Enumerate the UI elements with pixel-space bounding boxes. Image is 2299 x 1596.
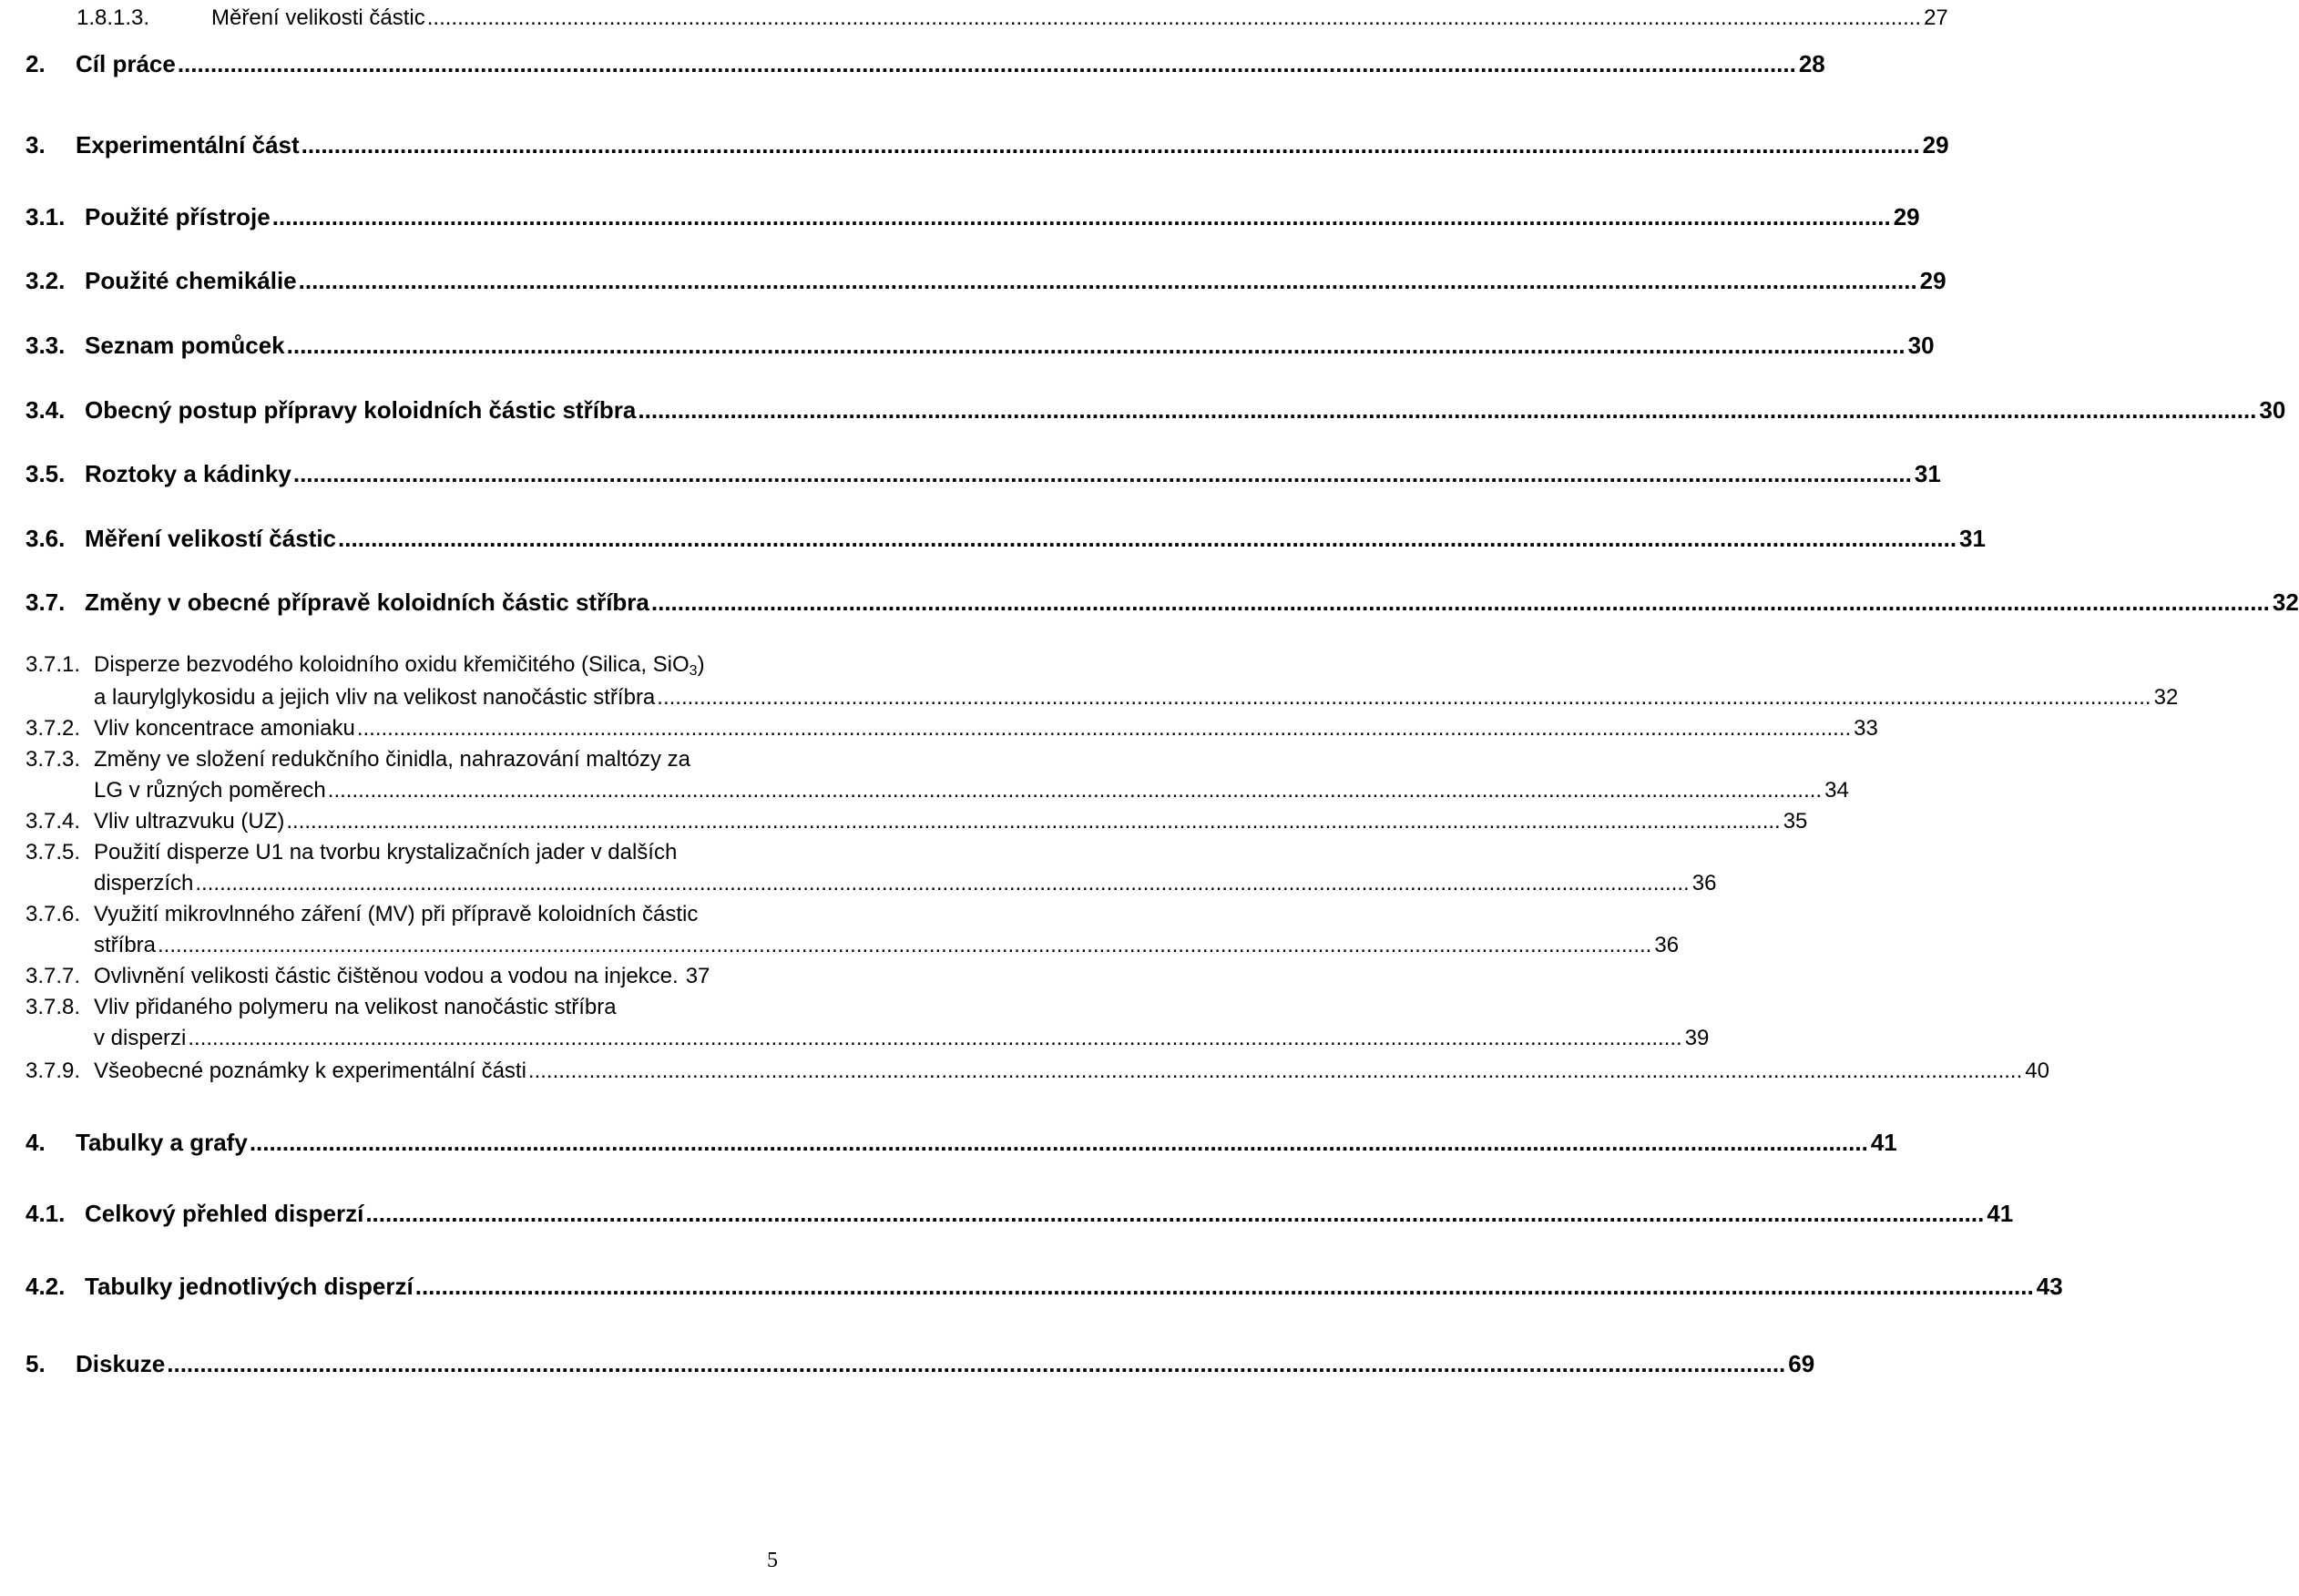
- page-number: 5: [767, 1549, 778, 1572]
- toc-page: 31: [1914, 460, 1941, 487]
- toc-page: 35: [1783, 809, 1808, 834]
- toc-entry[interactable]: [26, 711, 1878, 747]
- toc-title: Diskuze: [76, 1350, 166, 1377]
- toc-number: 3.7.3.: [26, 747, 81, 772]
- toc-entry-last-line: [94, 1020, 1710, 1057]
- toc-page: 28: [1798, 50, 1825, 77]
- toc-number: 3.4.: [26, 396, 66, 424]
- toc-entry[interactable]: [26, 262, 1946, 299]
- toc-leader: [427, 0, 1921, 36]
- toc-number: 3.7.4.: [26, 809, 81, 834]
- toc-number: 3.7.8.: [26, 995, 81, 1019]
- toc-title: Měření velikosti částic: [211, 5, 425, 30]
- toc-number: 3.7.2.: [26, 716, 81, 741]
- toc-leader: [301, 127, 1920, 163]
- toc-number: 3.7.: [26, 588, 66, 616]
- toc-number: 2.: [26, 50, 46, 77]
- toc-title: Měření velikostí částic: [85, 525, 337, 552]
- toc-title: Tabulky a grafy: [76, 1129, 248, 1156]
- toc-title: Změny v obecné přípravě koloidních částic stříbra: [85, 588, 649, 616]
- toc-entry[interactable]: [26, 1053, 2049, 1090]
- toc-title: Seznam pomůcek: [85, 332, 285, 359]
- toc-leader: [287, 327, 1906, 363]
- toc-entry[interactable]: [26, 1124, 1897, 1161]
- toc-number: 3.7.9.: [26, 1059, 81, 1083]
- toc-number: 3.2.: [26, 267, 66, 294]
- toc-title: Vliv přidaného polymeru na velikost nanočástic stříbra: [94, 995, 617, 1019]
- toc-entry[interactable]: [26, 803, 1808, 840]
- toc-entry-first-line: [26, 649, 705, 681]
- toc-leader: [651, 584, 2270, 620]
- toc-number: 5.: [26, 1350, 46, 1377]
- toc-entry[interactable]: [26, 1195, 2014, 1232]
- toc-page: 41: [1870, 1129, 1897, 1156]
- toc-entry[interactable]: [26, 1268, 2063, 1304]
- toc-page: 27: [1924, 5, 1948, 30]
- toc-leader: [293, 455, 1912, 492]
- toc-leader: [299, 262, 1917, 299]
- toc-entry[interactable]: [26, 46, 1825, 82]
- toc-entry[interactable]: [26, 199, 1920, 235]
- toc-page: 43: [2036, 1273, 2063, 1300]
- toc-page: 33: [1854, 716, 1878, 741]
- toc-title-continued: LG v různých poměrech: [94, 778, 326, 803]
- toc-number: 4.2.: [26, 1273, 66, 1300]
- toc-title: Cíl práce: [76, 50, 176, 77]
- toc-page: 69: [1788, 1350, 1815, 1377]
- toc-entry-first-line: [26, 836, 677, 869]
- toc-entry[interactable]: [26, 327, 1935, 363]
- toc-title-continued: disperzích: [94, 871, 194, 895]
- toc-title: Změny ve složení redukčního činidla, nahrazování maltózy za: [94, 747, 690, 772]
- toc-entry[interactable]: [26, 392, 2286, 428]
- toc-page: 37: [685, 964, 710, 988]
- toc-leader: [272, 199, 1891, 235]
- toc-page: 30: [1907, 332, 1935, 359]
- toc-page: 29: [1919, 267, 1946, 294]
- toc-title: Použité chemikálie: [85, 267, 297, 294]
- toc-title: Obecný postup přípravy koloidních částic stříbra: [85, 396, 637, 424]
- toc-number: 3.1.: [26, 203, 66, 230]
- toc-leader: [415, 1268, 2034, 1304]
- toc-leader: [195, 865, 1689, 902]
- toc-page: 29: [1893, 203, 1920, 230]
- toc-title: Všeobecné poznámky k experimentální části: [94, 1059, 526, 1083]
- toc-number: 3.7.7.: [26, 964, 81, 988]
- toc-title: Využití mikrovlnného záření (MV) při přípravě koloidních částic: [94, 902, 699, 926]
- toc-title-continued: stříbra: [94, 933, 157, 957]
- toc-title-continued: v disperzi: [94, 1026, 187, 1050]
- toc-page: 36: [1654, 933, 1680, 957]
- toc-entry[interactable]: [26, 127, 1949, 163]
- toc-page: 34: [1824, 778, 1849, 803]
- toc-entry-last-line: [94, 865, 1717, 902]
- toc-number: 3.3.: [26, 332, 66, 359]
- toc-leader: [178, 46, 1796, 82]
- toc-leader: [338, 520, 1957, 557]
- toc-title: Roztoky a kádinky: [85, 460, 291, 487]
- toc-title: Ovlivnění velikosti částic čištěnou vodou a vodou na injekce.: [94, 964, 679, 988]
- toc-number: 1.8.1.3.: [77, 5, 150, 30]
- toc-entry[interactable]: [77, 0, 1948, 36]
- toc-number: 3.7.6.: [26, 902, 81, 926]
- toc-title: Experimentální část: [76, 131, 300, 159]
- toc-leader: [188, 1020, 1681, 1057]
- toc-entry-first-line: [26, 991, 617, 1024]
- toc-entry-first-line: [26, 898, 698, 931]
- toc-number: 3.6.: [26, 525, 66, 552]
- toc-leader: [167, 1345, 1785, 1382]
- toc-number: 4.1.: [26, 1200, 66, 1227]
- toc-page: 40: [2025, 1059, 2049, 1083]
- toc-number: 3.7.1.: [26, 652, 81, 677]
- toc-title: Disperze bezvodého koloidního oxidu křemičitého (Silica, SiO: [94, 652, 690, 677]
- toc-title: Použití disperze U1 na tvorbu krystalizačních jader v dalších: [94, 840, 678, 864]
- toc-title: Tabulky jednotlivých disperzí: [85, 1273, 414, 1300]
- toc-page: 41: [1987, 1200, 2014, 1227]
- toc-number: 3.7.5.: [26, 840, 81, 864]
- toc-leader: [638, 392, 2256, 428]
- toc-title: Vliv ultrazvuku (UZ): [94, 809, 285, 834]
- toc-leader: [250, 1124, 1868, 1161]
- toc-title: Vliv koncentrace amoniaku: [94, 716, 355, 741]
- toc-page: 32: [2153, 685, 2179, 710]
- toc-page: 30: [2259, 396, 2286, 424]
- toc-leader: [365, 1195, 1984, 1232]
- toc-title-end: ): [697, 652, 705, 677]
- toc-page: 31: [1959, 525, 1986, 552]
- toc-page: 32: [2272, 588, 2299, 616]
- toc-page: 29: [1922, 131, 1949, 159]
- toc-leader: [357, 711, 1851, 747]
- toc-leader: [286, 803, 1780, 840]
- toc-title: Celkový přehled disperzí: [85, 1200, 364, 1227]
- toc-number: 3.: [26, 131, 46, 159]
- toc-entry[interactable]: [26, 455, 1941, 492]
- toc-page: 39: [1684, 1026, 1710, 1050]
- toc-number: 4.: [26, 1129, 46, 1156]
- toc-entry[interactable]: [26, 520, 1986, 557]
- toc-entry[interactable]: [26, 1345, 1815, 1382]
- toc-title-continued: a laurylglykosidu a jejich vliv na velikost nanočástic stříbra: [94, 685, 656, 710]
- toc-number: 3.5.: [26, 460, 66, 487]
- toc-entry[interactable]: [26, 584, 2299, 620]
- toc-page: 36: [1691, 871, 1717, 895]
- toc-title: Použité přístroje: [85, 203, 271, 230]
- toc-leader: [528, 1053, 2022, 1090]
- toc-title-subscript: 3: [689, 663, 698, 679]
- toc-entry[interactable]: [26, 958, 780, 995]
- toc-entry-first-line: [26, 743, 690, 776]
